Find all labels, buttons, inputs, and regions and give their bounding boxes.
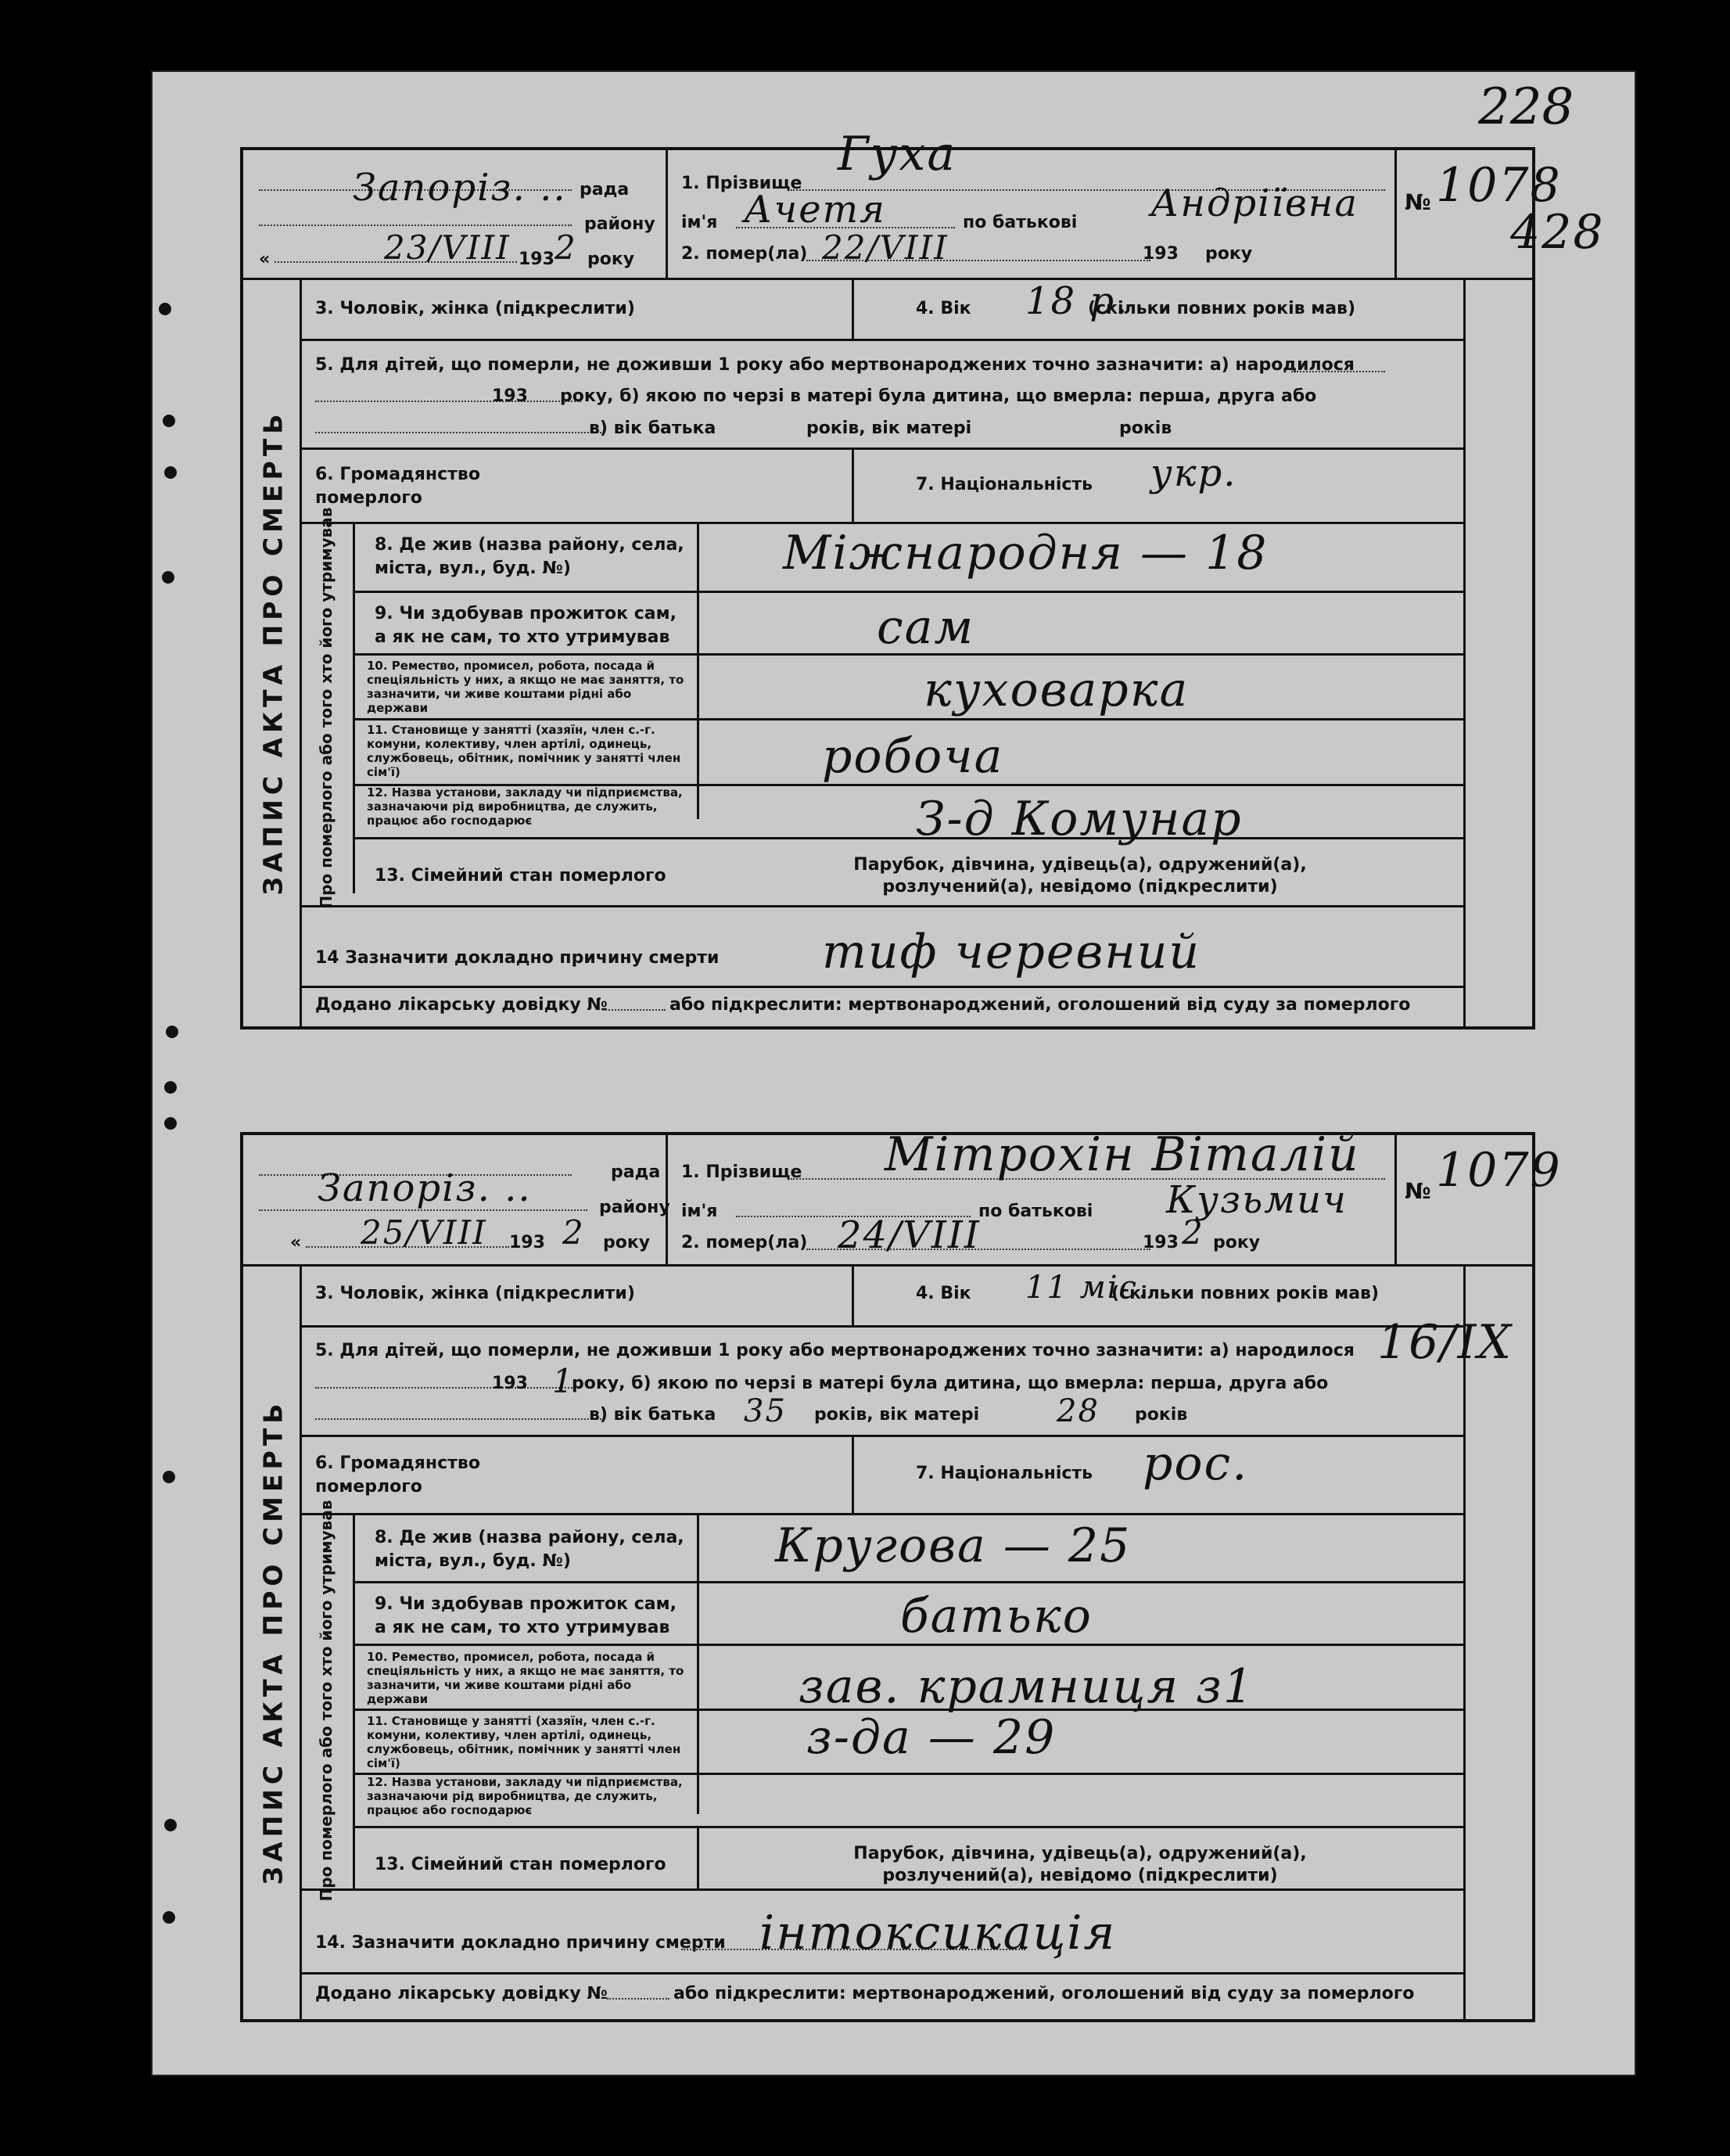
patronymic-handwritten: Кузьмич — [1166, 1178, 1348, 1222]
children-label-1: 5. Для дітей, що померли, не доживши 1 року або мертвонароджених точно зазначити: а) народилося — [315, 355, 1355, 375]
binder-hole — [166, 1026, 178, 1038]
residence-label: 8. Де жив (назва району, села, міста, вул., буд. №) — [375, 1528, 684, 1571]
position-label: 11. Становище у занятті (хазяїн, член с.-г. комуни, колективу, член артілі, одинець, службовець, обітник, помічник у занятті член сім'ї) — [367, 723, 681, 779]
footer-label-2: або підкреслити: мертвонароджений, оголошений від суду за померлого — [673, 1984, 1415, 2003]
divider — [353, 1644, 1463, 1646]
number-handwritten: 1079 — [1436, 1143, 1562, 1198]
number-alt-handwritten: 428 — [1510, 205, 1605, 260]
divider — [300, 1972, 1463, 1975]
rada-label: рада — [580, 180, 630, 199]
divider — [353, 718, 1463, 720]
name-handwritten: Ачетя — [744, 188, 886, 232]
born-year-handwritten: 1 — [552, 1362, 575, 1400]
nationality-label: 7. Національність — [916, 1464, 1093, 1483]
rada-handwritten: Запоріз. .. — [318, 1166, 532, 1210]
dotted-line — [315, 1387, 581, 1389]
divider — [300, 1513, 1463, 1515]
died-label: 2. помер(ла) — [681, 244, 808, 264]
dotted-line — [603, 1009, 666, 1011]
age-handwritten: 18 р. — [1025, 279, 1129, 323]
divider — [353, 1513, 355, 1888]
cause-label: 14. Зазначити докладно причину смерти — [315, 1933, 726, 1953]
born-handwritten: 16/IX — [1377, 1315, 1513, 1370]
patronymic-label: по батькові — [978, 1202, 1093, 1221]
surname-label: 1. Прізвище — [681, 174, 802, 193]
livelihood-label: 9. Чи здобував прожиток сам, а як не сам, то хто утримував — [375, 1594, 677, 1637]
divider — [852, 1435, 854, 1513]
divider — [300, 1888, 1463, 1891]
binder-hole — [164, 466, 177, 479]
children-label-3a: в) вік батька — [589, 419, 716, 438]
died-handwritten: 22/VIII — [822, 228, 949, 267]
died-label: 2. помер(ла) — [681, 1233, 808, 1252]
age-label: 4. Вік — [916, 299, 971, 318]
rada-label: рада — [611, 1162, 661, 1182]
dotted-line — [315, 1418, 605, 1420]
binder-hole — [163, 415, 175, 427]
children-year-label: 193 — [492, 386, 528, 406]
patronymic-handwritten: Андріївна — [1150, 181, 1359, 225]
dotted-line — [315, 432, 605, 433]
year-label: 193 — [509, 1233, 545, 1252]
divider — [697, 522, 699, 819]
divider — [1394, 150, 1397, 278]
occupation-label: 10. Ремество, промисел, робота, посада й спеціяльність у них, а якщо не має заняття, то зазначити, чи живе коштами рідні або держави — [367, 659, 684, 715]
date-handwritten: 25/VIII — [361, 1213, 487, 1252]
rada-handwritten: Запоріз. .. — [353, 166, 567, 210]
divider — [353, 591, 1463, 593]
position-handwritten: з-да — 29 — [806, 1710, 1057, 1765]
name-label: ім'я — [681, 213, 718, 232]
children-label-2: року, б) якою по черзі в матері була дитина, що вмерла: перша, друга або — [560, 386, 1317, 406]
died-roku-label: року — [1205, 244, 1253, 264]
family-options: Парубок, дівчина, удівець(а), одружений(а), розлучений(а), невідомо (підкреслити) — [853, 1844, 1307, 1885]
side-label-vertical: Про померлого або того хто його утримував — [317, 507, 336, 908]
divider — [353, 1826, 1463, 1828]
age-label: 4. Вік — [916, 1284, 971, 1303]
citizenship-label: 6. Громадянство померлого — [315, 465, 480, 508]
divider — [1394, 1135, 1397, 1264]
binder-hole — [162, 571, 174, 584]
divider — [300, 986, 1463, 988]
surname-handwritten: Гуха — [838, 127, 957, 181]
residence-label: 8. Де жив (назва району, села, міста, вул., буд. №) — [375, 535, 684, 578]
children-label-3b: років, вік матері — [806, 419, 972, 438]
nationality-handwritten: укр. — [1150, 451, 1237, 495]
divider — [1463, 1264, 1466, 2019]
footer-label: Додано лікарську довідку № — [315, 1984, 608, 2003]
children-label-3c: років — [1135, 1405, 1188, 1425]
form-title-vertical: ЗАПИС АКТА ПРО СМЕРТЬ — [257, 1399, 289, 1885]
mother-age-handwritten: 28 — [1057, 1393, 1100, 1429]
death-record-form-1: рада району « 193 року Запоріз. .. 23/VIII 2 1. Прізвище ім'я по батькові 2. помер(ла) 193 року Гуха Ачетя Андріївна 22/VIII № 1078 428 ЗАПИС АКТА ПРО СМЕРТЬ 3. Чоловік, жінка (підкреслити) 4. Вік 18 р. (скільки повних років мав) 5. Для дітей, що померли, не доживши 1 року або мертвонароджених точно зазначити: а) народилося 193 року, б) якою по черзі в матері була дитина, що вмерла: перша, друга або в) вік батька років, вік матері років 6. Громадянство померлого 7. Національність укр. Про померлого або того хто його утримував 8. Де жив (назва району, села, міста, вул., буд. №) Міжнародня — 18 9. Чи здобував прожиток сам, а як не сам, то хто утримував сам 10. Ремество, промисел, робота, посада й спеціяльність у них, а якщо не має заняття, то зазначити, чи живе коштами рідні або держави куховарка 11. Становище у занятті (хазяїн, член с.-г. комуни, колективу, член артілі, одинець, службовець, обітник, помічник у занятті член сім'ї) робоча 12. Назва установи, закладу чи підприємства, зазначаючи рід виробництва, де служить, працює або господарює З-д Комунар 13. Сімейний стан померлого Парубок, дівчина, удівець(а), одружений(а), розлучений(а), невідомо (підкреслити) 14 Зазначити докладно причину смерти тиф черевний Додано лікарську довідку № або підкреслити: мертвонароджений, оголошений від суду за померлого — [240, 147, 1535, 1029]
divider — [300, 1435, 1463, 1437]
name-label: ім'я — [681, 1202, 718, 1221]
children-label-3a: в) вік батька — [589, 1405, 716, 1425]
divider — [697, 1513, 699, 1814]
footer-label: Додано лікарську довідку № — [315, 995, 608, 1015]
died-year-handwritten: 2 — [1182, 1213, 1204, 1252]
divider — [300, 447, 1463, 450]
year-label: 193 — [519, 250, 555, 269]
binder-hole — [164, 1117, 177, 1130]
roku-label: року — [587, 250, 635, 269]
divider — [300, 905, 1463, 907]
year-digit-handwritten: 2 — [562, 1213, 585, 1252]
children-label-1: 5. Для дітей, що померли, не доживши 1 року або мертвонароджених точно зазначити: а) народилося — [315, 1341, 1355, 1360]
date-handwritten: 23/VIII — [384, 228, 511, 267]
divider — [666, 150, 668, 278]
age-handwritten: 11 міс. — [1025, 1270, 1150, 1306]
roku-label: року — [603, 1233, 651, 1252]
occupation-handwritten: зав. крамниця з1 — [799, 1659, 1255, 1714]
children-label-2: року, б) якою по черзі в матері була дитина, що вмерла: перша, друга або — [572, 1374, 1329, 1393]
residence-handwritten: Міжнародня — 18 — [783, 526, 1269, 580]
age-suffix-label: (скільки повних років мав) — [1088, 299, 1356, 318]
occupation-label: 10. Ремество, промисел, робота, посада й спеціяльність у них, а якщо не має заняття, то зазначити, чи живе коштами рідні або держави — [367, 1650, 684, 1706]
binder-hole — [163, 1911, 175, 1924]
patronymic-label: по батькові — [963, 213, 1078, 232]
dotted-line — [607, 1998, 669, 2000]
form-title-vertical: ЗАПИС АКТА ПРО СМЕРТЬ — [257, 409, 289, 895]
divider — [697, 1826, 699, 1888]
binder-hole — [159, 303, 171, 315]
divider — [300, 1325, 1463, 1328]
binder-hole — [164, 1081, 177, 1094]
age-suffix-label: (скільки повних років мав) — [1111, 1284, 1380, 1303]
page-number: 228 — [1478, 78, 1574, 136]
year-digit-handwritten: 2 — [555, 228, 577, 267]
position-label: 11. Становище у занятті (хазяїн, член с.-г. комуни, колективу, член артілі, одинець, службовець, обітник, помічник у занятті член сім'ї) — [367, 1714, 681, 1770]
workplace-handwritten: З-д Комунар — [916, 792, 1243, 846]
residence-handwritten: Кругова — 25 — [775, 1518, 1132, 1573]
occupation-handwritten: куховарка — [924, 663, 1190, 717]
side-label-vertical: Про померлого або того хто його утримував — [317, 1500, 336, 1902]
rayonu-label: району — [599, 1198, 670, 1217]
died-roku-label: року — [1213, 1233, 1261, 1252]
father-age-handwritten: 35 — [744, 1393, 787, 1429]
livelihood-handwritten: сам — [877, 600, 975, 655]
rayonu-label: району — [584, 214, 655, 234]
surname-label: 1. Прізвище — [681, 1162, 802, 1182]
death-record-form-2: рада району « 193 року Запоріз. .. 25/VIII 2 1. Прізвище ім'я по батькові 2. помер(ла) 193 року Мітрохін Віталій Кузьмич 24/VIII 2 № 1079 ЗАПИС АКТА ПРО СМЕРТЬ 3. Чоловік, жінка (підкреслити) 4. Вік 11 міс. (скільки повних років мав) 5. Для дітей, що померли, не доживши 1 року або мертвонароджених точно зазначити: а) народилося 16/IX 193 1 року, б) якою по черзі в матері була дитина, що вмерла: перша, друга або в) вік батька 35 років, вік матері 28 років 6. Громадянство померлого 7. Національність рос. Про померлого або того хто його утримував 8. Де жив (назва району, села, міста, вул., буд. №) Кругова — 25 9. Чи здобував прожиток сам, а як не сам, то хто утримував батько 10. Ремество, промисел, робота, посада й спеціяльність у них, а якщо не має заняття, то зазначити, чи живе коштами рідні або держави зав. крамниця з1 11. Становище у занятті (хазяїн, член с.-г. комуни, колективу, член артілі, одинець, службовець, обітник, помічник у занятті член сім'ї) з-да — 29 12. Назва установи, закладу чи підприємства, зазначаючи рід виробництва, де служить, працює або господарює 13. Сімейний стан померлого Парубок, дівчина, удівець(а), одружений(а), розлучений(а), невідомо (підкреслити) 14. Зазначити докладно причину смерти інтоксикація Додано лікарську довідку № або підкреслити: мертвонароджений, оголошений від суду за померлого — [240, 1132, 1535, 2022]
divider — [243, 278, 1532, 280]
footer-label-2: або підкреслити: мертвонароджений, оголошений від суду за померлого — [669, 995, 1411, 1015]
divider — [852, 447, 854, 522]
family-options: Парубок, дівчина, удівець(а), одружений(а), розлучений(а), невідомо (підкреслити) — [853, 855, 1307, 897]
position-handwritten: робоча — [822, 729, 1004, 784]
workplace-label: 12. Назва установи, закладу чи підприємства, зазначаючи рід виробництва, де служить, працює або господарює — [367, 785, 683, 828]
nationality-handwritten: рос. — [1143, 1436, 1249, 1491]
sex-label: 3. Чоловік, жінка (підкреслити) — [315, 1284, 635, 1303]
family-label: 13. Сімейний стан померлого — [375, 1855, 666, 1874]
divider — [353, 1581, 1463, 1583]
cause-handwritten: тиф черевний — [822, 925, 1201, 979]
livelihood-handwritten: батько — [900, 1589, 1093, 1644]
divider — [1463, 278, 1466, 1026]
citizenship-label: 6. Громадянство померлого — [315, 1454, 480, 1497]
divider — [353, 837, 1463, 839]
died-handwritten: 24/VIII — [838, 1213, 981, 1257]
divider — [852, 1264, 854, 1325]
nationality-label: 7. Національність — [916, 475, 1093, 494]
number-label: № — [1405, 1178, 1431, 1204]
number-label: № — [1405, 189, 1431, 215]
surname-handwritten: Мітрохін Віталій — [885, 1127, 1360, 1182]
divider — [852, 278, 854, 339]
died-year-label: 193 — [1143, 1233, 1179, 1252]
children-label-3c: років — [1119, 419, 1172, 438]
sex-label: 3. Чоловік, жінка (підкреслити) — [315, 299, 635, 318]
dotted-line — [1291, 371, 1385, 372]
dotted-line — [259, 225, 572, 226]
cause-handwritten: інтоксикація — [759, 1906, 1117, 1960]
dotted-line — [315, 401, 581, 402]
divider — [353, 653, 1463, 656]
divider — [300, 339, 1463, 341]
died-year-label: 193 — [1143, 244, 1179, 264]
workplace-label: 12. Назва установи, закладу чи підприємства, зазначаючи рід виробництва, де служить, працює або господарює — [367, 1775, 683, 1817]
binder-hole — [164, 1819, 177, 1831]
binder-hole — [163, 1471, 175, 1483]
divider — [243, 1264, 1532, 1267]
children-label-3b: років, вік матері — [814, 1405, 980, 1425]
children-year-label: 193 — [492, 1374, 528, 1393]
divider — [300, 522, 1463, 524]
cause-label: 14 Зазначити докладно причину смерти — [315, 948, 720, 968]
number-handwritten: 1078 — [1436, 158, 1562, 213]
livelihood-label: 9. Чи здобував прожиток сам, а як не сам, то хто утримував — [375, 604, 677, 647]
family-label: 13. Сімейний стан померлого — [375, 866, 666, 886]
